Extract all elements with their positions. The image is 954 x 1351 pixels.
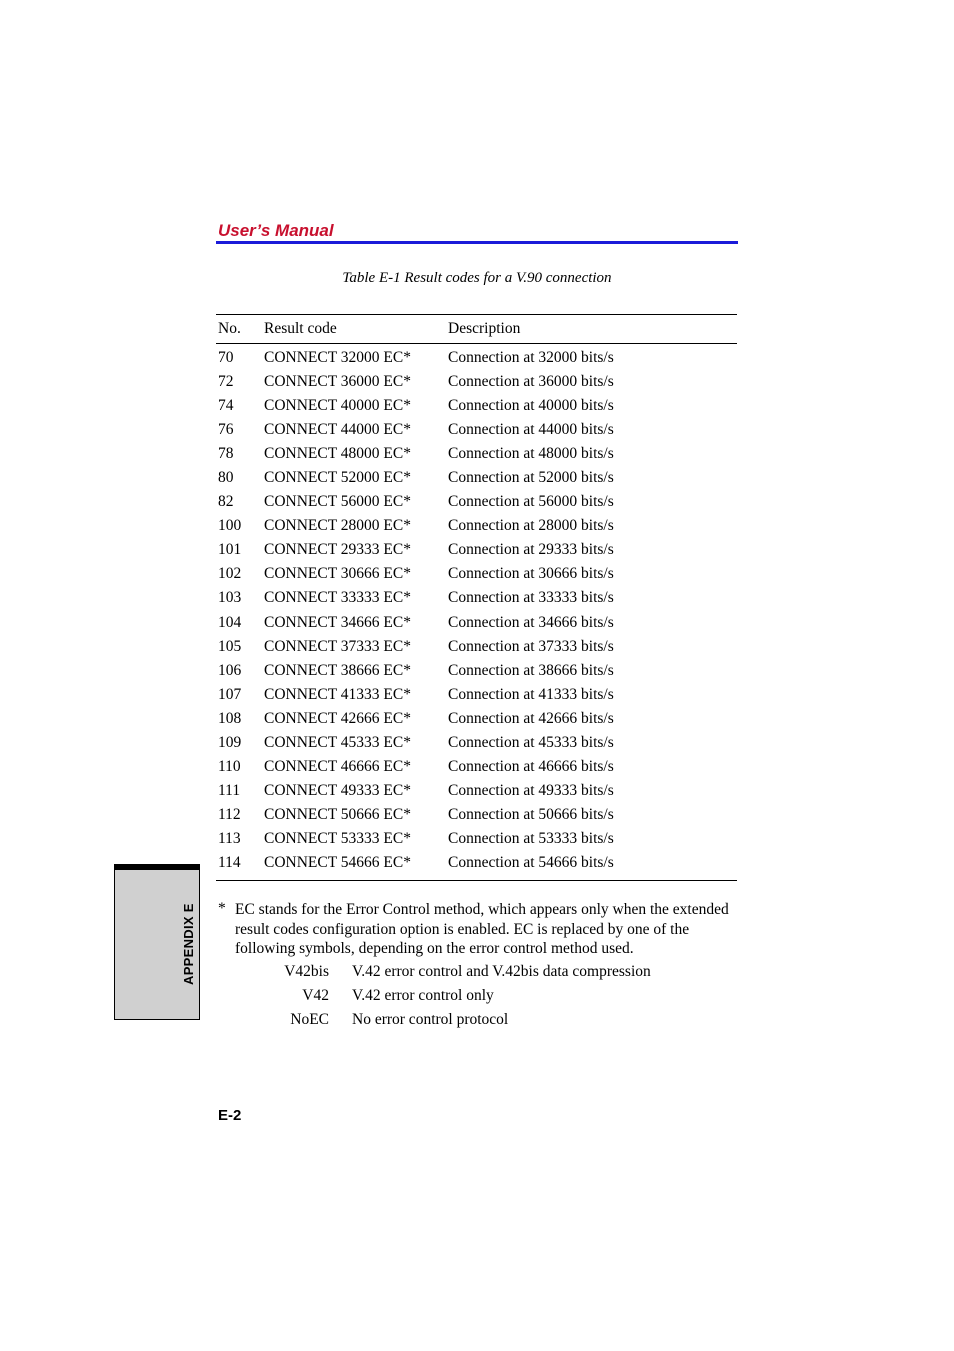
table-caption: Table E-1 Result codes for a V.90 connection	[342, 270, 612, 286]
table-row	[216, 707, 737, 731]
cell-no: 70	[218, 349, 234, 367]
column-header-description: Description	[448, 320, 521, 337]
symbol-code: V42	[302, 987, 329, 1004]
table-row	[216, 586, 737, 610]
cell-description: Connection at 38666 bits/s	[448, 661, 614, 679]
cell-description: Connection at 52000 bits/s	[448, 469, 614, 487]
cell-no: 78	[218, 445, 234, 463]
cell-result-code: CONNECT 32000 EC*	[264, 349, 411, 367]
cell-no: 114	[218, 854, 241, 871]
cell-result-code: CONNECT 33333 EC*	[264, 589, 411, 607]
cell-result-code: CONNECT 44000 EC*	[264, 421, 411, 439]
table-row	[216, 803, 737, 827]
table-row	[216, 779, 737, 803]
header-rule	[216, 241, 738, 244]
cell-result-code: CONNECT 40000 EC*	[264, 397, 411, 415]
cell-result-code: CONNECT 38666 EC*	[264, 661, 411, 679]
cell-description: Connection at 28000 bits/s	[448, 517, 614, 535]
cell-no: 82	[218, 493, 234, 511]
cell-no: 108	[218, 709, 242, 727]
table-row	[216, 683, 737, 707]
side-tab	[114, 864, 200, 1020]
cell-description: Connection at 44000 bits/s	[448, 421, 614, 439]
table-row	[216, 538, 737, 562]
cell-description: Connection at 46666 bits/s	[448, 757, 614, 775]
side-tab-bar	[115, 865, 199, 870]
cell-no: 74	[218, 397, 234, 415]
cell-description: Connection at 53333 bits/s	[448, 829, 614, 847]
cell-result-code: CONNECT 37333 EC*	[264, 637, 411, 655]
cell-description: Connection at 33333 bits/s	[448, 589, 614, 607]
cell-no: 103	[218, 589, 242, 607]
cell-no: 111	[218, 781, 241, 799]
table-row	[216, 659, 737, 683]
cell-result-code: CONNECT 48000 EC*	[264, 445, 411, 463]
cell-description: Connection at 54666 bits/s	[448, 854, 614, 871]
side-tab-label: APPENDIX E	[181, 903, 196, 985]
cell-result-code: CONNECT 50666 EC*	[264, 805, 411, 823]
cell-no: 80	[218, 469, 234, 487]
cell-description: Connection at 36000 bits/s	[448, 373, 614, 391]
symbol-code: V42bis	[284, 963, 329, 980]
table-row	[216, 514, 737, 538]
cell-result-code: CONNECT 36000 EC*	[264, 373, 411, 391]
cell-no: 110	[218, 757, 241, 775]
column-header-result-code: Result code	[264, 320, 337, 337]
cell-result-code: CONNECT 30666 EC*	[264, 565, 411, 583]
cell-no: 107	[218, 685, 242, 703]
footnote-marker: *	[218, 900, 226, 917]
table-header-row	[216, 315, 737, 344]
cell-no: 101	[218, 541, 242, 559]
column-header-no: No.	[218, 320, 241, 337]
table-row	[216, 731, 737, 755]
table-row	[216, 370, 737, 394]
cell-no: 113	[218, 829, 241, 847]
footnote-text: EC stands for the Error Control method, which appears only when the extended result codes configuration option is enabled. EC is replaced by one of the following symbols, depending on the error control method used.	[235, 901, 729, 958]
page-header-title: User’s Manual	[218, 221, 334, 240]
table-row	[216, 851, 737, 875]
cell-description: Connection at 29333 bits/s	[448, 541, 614, 559]
cell-result-code: CONNECT 54666 EC*	[264, 854, 411, 871]
table-row	[216, 755, 737, 779]
cell-result-code: CONNECT 45333 EC*	[264, 733, 411, 751]
cell-description: Connection at 49333 bits/s	[448, 781, 614, 799]
cell-result-code: CONNECT 46666 EC*	[264, 757, 411, 775]
table-row	[216, 827, 737, 851]
table-row	[216, 442, 737, 466]
result-codes-table	[216, 314, 737, 881]
symbol-description: V.42 error control only	[352, 987, 494, 1004]
table-row	[216, 611, 737, 635]
table-row	[216, 562, 737, 586]
cell-no: 109	[218, 733, 242, 751]
cell-no: 104	[218, 613, 242, 631]
cell-description: Connection at 40000 bits/s	[448, 397, 614, 415]
cell-description: Connection at 42666 bits/s	[448, 709, 614, 727]
table-row	[216, 490, 737, 514]
table-row	[216, 346, 737, 370]
cell-result-code: CONNECT 49333 EC*	[264, 781, 411, 799]
table-row	[216, 635, 737, 659]
cell-no: 106	[218, 661, 242, 679]
table-row	[216, 418, 737, 442]
cell-description: Connection at 37333 bits/s	[448, 637, 614, 655]
cell-description: Connection at 48000 bits/s	[448, 445, 614, 463]
cell-description: Connection at 30666 bits/s	[448, 565, 614, 583]
cell-no: 76	[218, 421, 234, 439]
cell-result-code: CONNECT 29333 EC*	[264, 541, 411, 559]
cell-result-code: CONNECT 56000 EC*	[264, 493, 411, 511]
cell-no: 102	[218, 565, 242, 583]
cell-result-code: CONNECT 53333 EC*	[264, 829, 411, 847]
table-body	[216, 344, 737, 880]
cell-description: Connection at 34666 bits/s	[448, 613, 614, 631]
symbol-description: V.42 error control and V.42bis data compression	[352, 963, 651, 980]
cell-result-code: CONNECT 28000 EC*	[264, 517, 411, 535]
table-row	[216, 394, 737, 418]
cell-no: 105	[218, 637, 242, 655]
cell-description: Connection at 32000 bits/s	[448, 349, 614, 367]
symbol-description: No error control protocol	[352, 1011, 509, 1028]
cell-no: 100	[218, 517, 242, 535]
cell-result-code: CONNECT 34666 EC*	[264, 613, 411, 631]
cell-description: Connection at 50666 bits/s	[448, 805, 614, 823]
cell-no: 72	[218, 373, 234, 391]
cell-result-code: CONNECT 52000 EC*	[264, 469, 411, 487]
symbol-code: NoEC	[290, 1011, 329, 1028]
cell-description: Connection at 41333 bits/s	[448, 685, 614, 703]
cell-result-code: CONNECT 42666 EC*	[264, 709, 411, 727]
cell-description: Connection at 45333 bits/s	[448, 733, 614, 751]
cell-description: Connection at 56000 bits/s	[448, 493, 614, 511]
page-number: E-2	[218, 1107, 242, 1124]
table-row	[216, 466, 737, 490]
cell-no: 112	[218, 805, 241, 823]
cell-result-code: CONNECT 41333 EC*	[264, 685, 411, 703]
